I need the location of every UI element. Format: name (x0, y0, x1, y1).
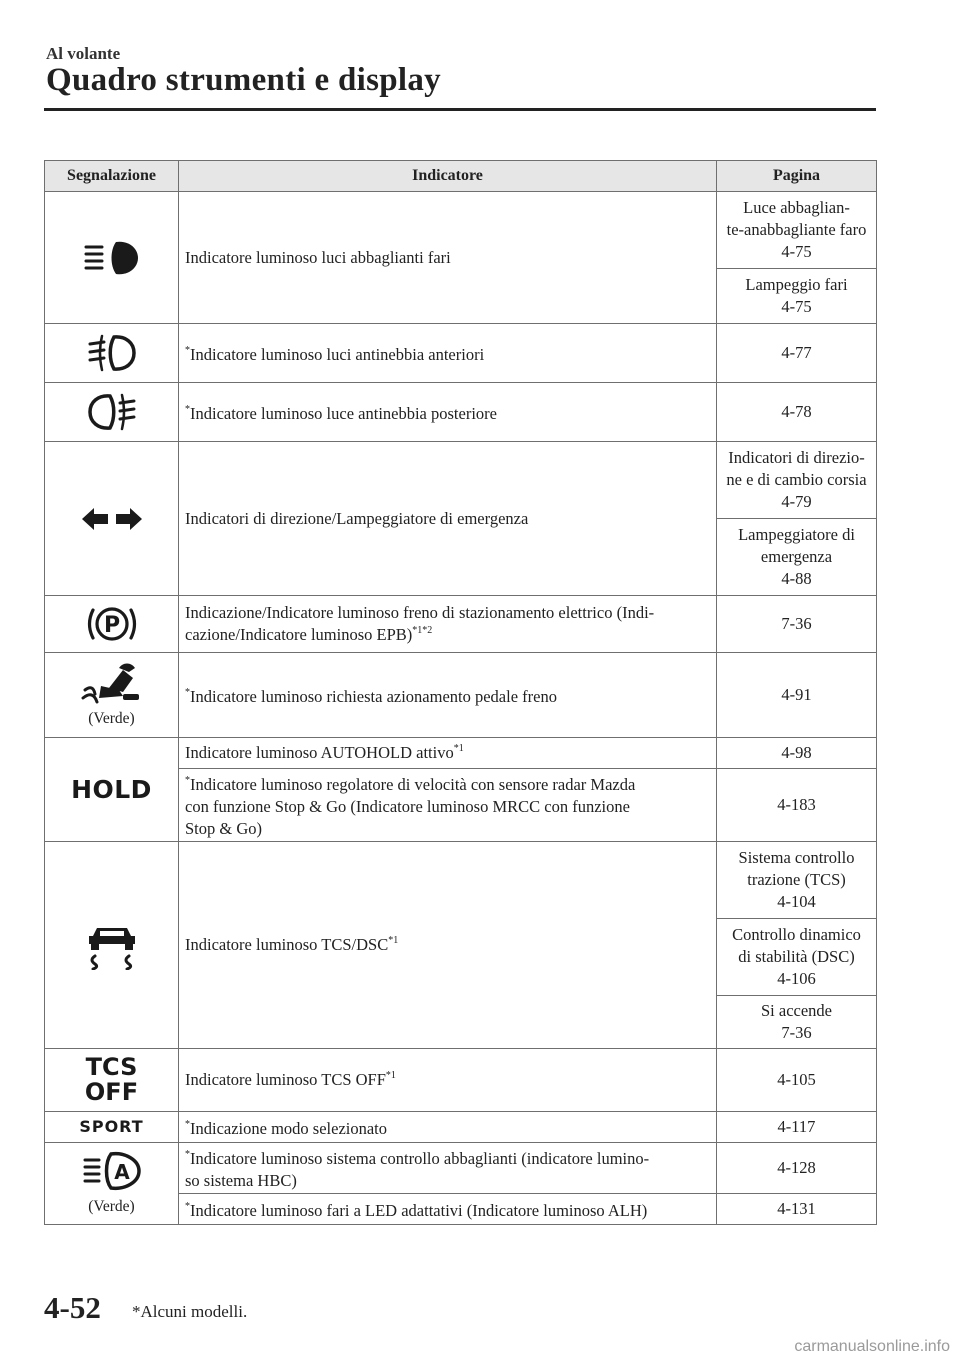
page-ref: Si accende 7-36 (717, 996, 877, 1049)
table-row (45, 1112, 877, 1143)
header-pagina: Pagina (717, 161, 877, 192)
page-ref: 7-36 (717, 596, 877, 653)
table-row (45, 1049, 877, 1112)
brake-pedal-cell (45, 653, 179, 738)
page-title: Quadro strumenti e display (46, 62, 441, 98)
page-ref: 4-77 (717, 324, 877, 383)
tcs-off-icon: TCS OFF (84, 1053, 139, 1106)
row-desc: *Indicatore luminoso fari a LED adattativi (Indicatore luminoso ALH) (179, 1194, 717, 1225)
high-beam-icon (82, 238, 142, 278)
section-label: Al volante (46, 44, 121, 63)
hold-cell (45, 738, 179, 842)
page-ref: 4-128 (717, 1143, 877, 1194)
rear-fog-cell (45, 383, 179, 442)
page-ref: 4-131 (717, 1194, 877, 1225)
hold-icon: HOLD (71, 774, 152, 804)
header-segnalazione: Segnalazione (45, 161, 179, 192)
epb-cell (45, 596, 179, 653)
tcs-dsc-cell (45, 842, 179, 1049)
turn-signal-cell (45, 442, 179, 596)
footnote: *Alcuni modelli. (132, 1302, 248, 1321)
row-desc: *Indicatore luminoso luci antinebbia anteriori (179, 324, 717, 383)
row-desc: Indicatori di direzione/Lampeggiatore di emergenza (179, 442, 717, 596)
sport-cell (45, 1112, 179, 1143)
svg-text:P: P (103, 613, 120, 638)
icon-caption: (Verde) (88, 710, 135, 727)
header-indicatore: Indicatore (179, 161, 717, 192)
row-desc: Indicatore luminoso TCS OFF$^{*1}$ (179, 1049, 717, 1112)
page-ref: 4-117 (717, 1112, 877, 1143)
title-divider (44, 108, 876, 111)
page-ref: Sistema controllo trazione (TCS) 4-104 (717, 842, 877, 919)
page-ref: 4-98 (717, 738, 877, 769)
page-ref: Controllo dinamico di stabilità (DSC) 4-106 (717, 919, 877, 996)
rear-fog-light-icon (84, 391, 140, 433)
high-beam-cell (45, 192, 179, 324)
tcs-off-cell (45, 1049, 179, 1112)
front-fog-cell (45, 324, 179, 383)
watermark: carmanualsonline.info (794, 1338, 950, 1355)
page-ref: Lampeggio fari 4-75 (717, 269, 877, 324)
tcs-dsc-skid-icon (83, 920, 141, 970)
table-row (45, 842, 877, 919)
table-row (45, 653, 877, 738)
page-ref: Indicatori di direzio- ne e di cambio corsia 4-79 (717, 442, 877, 519)
table-row (45, 1143, 877, 1194)
table-header-row (45, 161, 877, 192)
brake-pedal-request-icon (79, 660, 145, 706)
high-beam-control-auto-icon (81, 1150, 143, 1194)
front-fog-light-icon (84, 332, 140, 374)
row-desc: Indicatore luminoso TCS/DSC$^{*1}$ (179, 842, 717, 1049)
icon-caption: (Verde) (88, 1197, 135, 1215)
row-desc: Indicatore luminoso luci abbaglianti fari (179, 192, 717, 324)
table-row (45, 738, 877, 769)
page-ref: Lampeggiatore di emergenza 4-88 (717, 519, 877, 596)
page-number: 4-52 (44, 1290, 101, 1325)
page-ref: 4-183 (717, 769, 877, 842)
table-row (45, 383, 877, 442)
indicator-table (44, 160, 877, 1225)
row-desc: *Indicatore luminoso regolatore di velocità con sensore radar Mazda con funzione Stop & Go (Indicatore luminoso MRCC con funzione Stop & Go) (179, 769, 717, 842)
row-desc: Indicazione/Indicatore luminoso freno di stazionamento elettrico (Indi- cazione/Indicatore luminoso EPB)$^{*1*2}$ (179, 596, 717, 653)
row-desc: Indicatore luminoso AUTOHOLD attivo$^{*1}$ (179, 738, 717, 769)
parking-brake-icon (82, 601, 142, 647)
sport-mode-icon: SPORT (79, 1117, 144, 1136)
table-row (45, 324, 877, 383)
svg-text:A: A (113, 1159, 130, 1184)
table-row (45, 596, 877, 653)
table-row (45, 192, 877, 269)
turn-signal-arrows-icon (80, 504, 144, 534)
page-ref: 4-78 (717, 383, 877, 442)
table-row (45, 442, 877, 519)
hbc-cell (45, 1143, 179, 1225)
row-desc: *Indicatore luminoso luce antinebbia posteriore (179, 383, 717, 442)
page-ref: 4-91 (717, 653, 877, 738)
row-desc: *Indicazione modo selezionato (179, 1112, 717, 1143)
row-desc: *Indicatore luminoso richiesta azionamento pedale freno (179, 653, 717, 738)
page-ref: Luce abbaglian- te-anabbagliante faro 4-75 (717, 192, 877, 269)
row-desc: *Indicatore luminoso sistema controllo abbaglianti (indicatore lumino- so sistema HBC) (179, 1143, 717, 1194)
page-ref: 4-105 (717, 1049, 877, 1112)
